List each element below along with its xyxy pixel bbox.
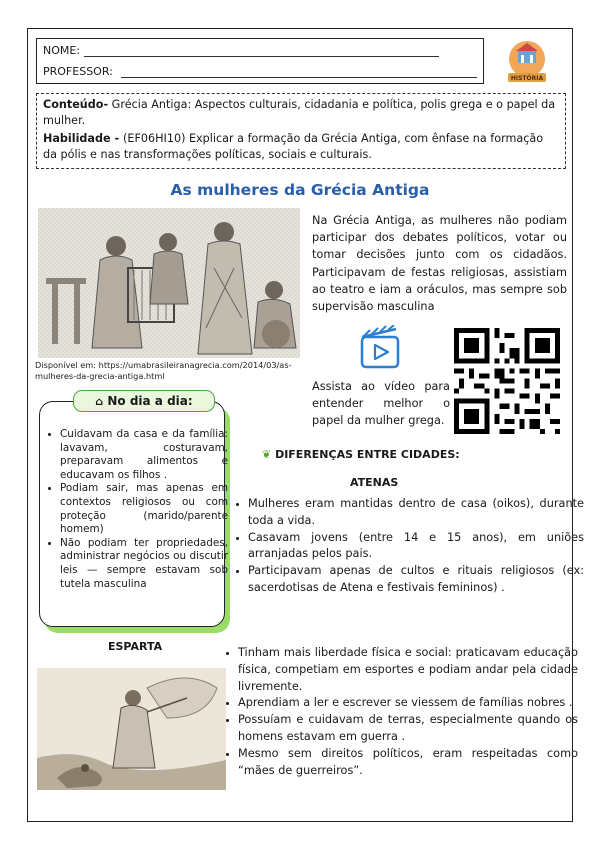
- student-header: [36, 38, 484, 84]
- content-box: [36, 93, 566, 169]
- intro-paragraph: Na Grécia Antiga, as mulheres não podiam participar dos debates políticos, votar ou tomar decisões junto com os cidadãos. Participavam de festas religiosas, assistiam ao teatro e iam a oráculos, mas sempre sob supervisão masculina: [312, 214, 567, 314]
- daily-card-tab: [73, 390, 215, 412]
- leaf-icon: ❦: [262, 448, 272, 461]
- teacher-field[interactable]: [121, 66, 477, 78]
- list-item: • Aprendiam a ler e escrever se viessem de famílias nobres .: [238, 695, 578, 712]
- image-caption: Disponível em: https://umabrasileiranagrecia.com/2014/03/as-mulheres-da-grecia-antiga.html: [35, 360, 292, 381]
- esparta-heading: ESPARTA: [108, 640, 163, 653]
- esparta-list: [222, 645, 578, 779]
- list-item: • Não podiam ter propriedades, administrar negócios ou discutir leis — sempre estavam sob tutela masculina: [60, 537, 228, 591]
- list-item: • Casavam jovens (entre 14 e 15 anos), em uniões arranjadas pelos pais.: [248, 530, 584, 564]
- skill-line: Habilidade - (EF06HI10) Explicar a formação da Grécia Antiga, com ênfase na formação da pólis e nas transformações políticas, sociais e culturais.: [43, 132, 544, 161]
- page-title: As mulheres da Grécia Antiga: [170, 181, 430, 199]
- atenas-heading: ATENAS: [350, 476, 399, 489]
- atenas-list: [232, 496, 584, 597]
- daily-list: [48, 428, 228, 591]
- list-item: • Mesmo sem direitos políticos, eram respeitadas como “mães de guerreiros”.: [238, 746, 578, 780]
- spartan-woman-illustration: [37, 668, 226, 790]
- differences-heading: ❦ DIFERENÇAS ENTRE CIDADES:: [262, 448, 460, 461]
- list-item: • Cuidavam da casa e da família: lavavam, costuravam, preparavam alimentos e educavam os filhos .: [60, 428, 228, 482]
- video-prompt: Assista ao vídeo para entender melhor o papel da mulher grega.: [312, 380, 450, 428]
- list-item: • Mulheres eram mantidas dentro de casa (oikos), durante toda a vida.: [248, 496, 584, 530]
- greek-women-illustration: [38, 208, 300, 358]
- house-icon: ⌂: [95, 395, 104, 408]
- name-field[interactable]: [84, 45, 439, 57]
- history-logo: [502, 37, 552, 87]
- name-line: [43, 44, 439, 57]
- list-item: • Participavam apenas de cultos e rituais religiosos (ex: sacerdotisas de Atena e festivais femininos) .: [248, 563, 584, 597]
- content-line: Conteúdo- Grécia Antiga: Aspectos culturais, cidadania e política, polis grega e o papel da mulher.: [43, 98, 556, 127]
- logo-text: HISTÓRIA: [510, 75, 544, 82]
- teacher-line: [43, 65, 477, 78]
- list-item: • Podiam sair, mas apenas em contextos religiosos ou com proteção (marido/parente homem): [60, 482, 228, 536]
- list-item: • Possuíam e cuidavam de terras, especialmente quando os homens estavam em guerra .: [238, 712, 578, 746]
- video-clapper-icon: [356, 325, 404, 371]
- daily-title: No dia a dia:: [107, 394, 193, 408]
- qr-code[interactable]: [454, 328, 560, 434]
- name-label: NOME:: [43, 44, 81, 57]
- teacher-label: PROFESSOR:: [43, 65, 113, 78]
- list-item: • Tinham mais liberdade física e social: praticavam educação física, competiam em esportes e podiam andar pela cidade livremente.: [238, 645, 578, 695]
